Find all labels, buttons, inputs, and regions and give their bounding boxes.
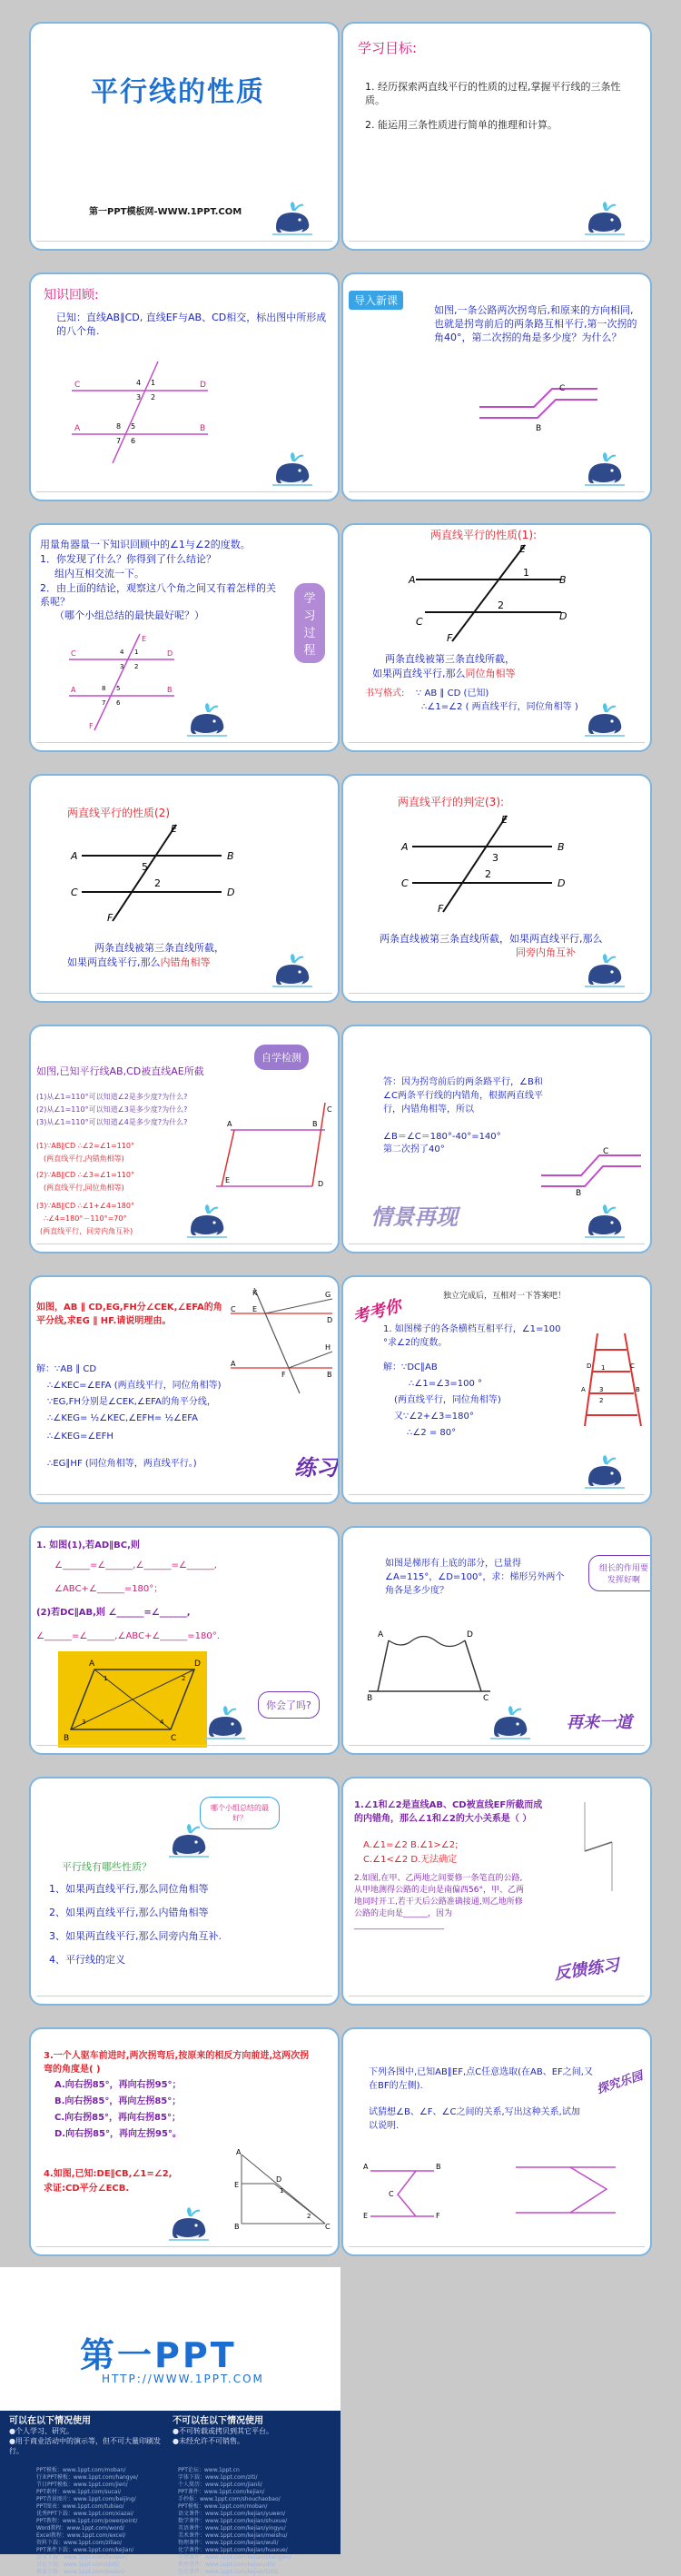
p3-label-b: B (558, 841, 565, 853)
explore-diagram (67, 632, 176, 732)
angle-3: 3 (136, 393, 142, 401)
scene-calc: ∠B＝∠C＝180°-40°=140° (383, 1132, 501, 1142)
property-3-text-2: 同旁内角互补 (516, 946, 576, 958)
slide-trapezoid[interactable] (341, 1526, 652, 1755)
exercise-q3: 3.一个人驱车前进时,两次拐弯后,按原来的相反方向前进,这两次拐弯的角度是( ) (44, 2051, 310, 2075)
slide-self-test[interactable] (29, 1025, 340, 1253)
footer-link[interactable]: PPT课件：www.1ppt.com/kejian/ (178, 2489, 265, 2495)
footer-link[interactable]: 资料下载：www.1ppt.com/ziliao/ (36, 2540, 123, 2546)
p2-label-f: F (107, 912, 114, 923)
usage-forbidden-title: 不可以在以下情况使用 (173, 2416, 263, 2426)
p3-angle-3: 3 (492, 852, 498, 864)
footer-link[interactable]: PPT素材：www.1ppt.com/sucai/ (36, 2489, 122, 2495)
whale-icon (585, 1203, 627, 1239)
ladder-angle-2: 2 (599, 1397, 604, 1404)
summary-bubble: 哪个小组总结的最好？ (200, 1797, 280, 1829)
angle-7: 7 (102, 699, 106, 707)
fill-b1: ∠______=∠______,∠______=∠______, (54, 1560, 217, 1570)
ex-angle-1: 1 (280, 2187, 284, 2195)
p1-label-e: E (519, 543, 526, 555)
pr-label-k: K (252, 1289, 258, 1297)
p3-label-a: A (401, 841, 409, 853)
quiz-line-5: ∴∠2 = 80° (407, 1428, 457, 1438)
property-2-text-1: 两条直线被第三条直线所截， (94, 942, 224, 954)
pg-angle-3: 3 (82, 1719, 86, 1726)
summary-header: 平行线有哪些性质？ (62, 1861, 152, 1873)
road-label-c: C (559, 384, 566, 393)
st-label-a: A (227, 1120, 232, 1128)
exercise-q4b: 求证:CD平分∠ECB. (44, 2184, 130, 2194)
p1-label-a: A (409, 574, 416, 586)
pr-label-c: C (231, 1305, 236, 1313)
p2-label-a: A (71, 850, 78, 862)
whale-icon (272, 200, 314, 236)
label-a: A (74, 424, 81, 433)
format-line-1: ∵ AB ∥ CD (已知) (416, 689, 489, 698)
whale-icon (585, 952, 627, 988)
self-test-diagram (212, 1099, 340, 1190)
practice-line-5: ∴∠KEG=∠EFH (47, 1432, 114, 1442)
exercise-option-a: A.向右拐85°，再向右拐95°； (54, 2080, 182, 2090)
pr-label-b: B (327, 1371, 332, 1379)
trapezoid-question: 如图是梯形有上底的部分，已量得∠A=115°，∠D=100°，求：梯形另外两个角各是多少度？ (385, 1559, 565, 1596)
practice-diagram (227, 1286, 336, 1395)
site-credit: 第一PPT模板网-WWW.1PPT.COM (89, 207, 242, 217)
brand-footer (0, 2267, 681, 2575)
quiz-line-4: 又∵∠2+∠3=180° (394, 1412, 474, 1422)
quiz-line-1: 解：∵DC∥AB (383, 1362, 438, 1372)
answer-2b: (两直线平行,同位角相等) (44, 1184, 124, 1192)
footer-link[interactable]: 化学课件：www.1ppt.com/kejian/huaxue/ (178, 2547, 288, 2553)
angle-1: 1 (151, 379, 156, 387)
scene-road-diagram (541, 1144, 641, 1195)
park-label-b: B (436, 2163, 441, 2171)
footer-link[interactable]: Word教程：www.1ppt.com/word/ (36, 2525, 124, 2531)
slide-quiz[interactable] (341, 1275, 652, 1504)
p3-label-c: C (401, 877, 409, 889)
parallelogram-panel (58, 1651, 207, 1748)
ladder-label-b: B (636, 1386, 640, 1393)
p3-label-e: E (501, 814, 508, 826)
whale-icon (585, 1453, 627, 1490)
property-1-header: 两直线平行的性质(1): (430, 529, 538, 541)
property-3-text-1: 两条直线被第三条直线所截，如果两直线平行,那么 (380, 933, 603, 945)
quiz-line-3: (两直线平行，同位角相等) (394, 1395, 501, 1405)
e-label: E (142, 635, 147, 643)
slide-scene[interactable] (341, 1025, 652, 1253)
property-3-diagram (398, 814, 570, 914)
slide-explore[interactable] (29, 523, 340, 752)
usage-allowed-2: ●用于商业活动中的演示等，但不可大量印刷发行。 (9, 2437, 161, 2455)
ladder-label-a: A (581, 1386, 586, 1393)
answer-3c: (两直线平行，同旁内角互补) (40, 1227, 133, 1235)
summary-item-1: 1、如果两直线平行,那么同位角相等 (49, 1883, 209, 1895)
label-b: B (200, 424, 206, 433)
slide-goals[interactable] (341, 22, 652, 251)
p3-label-f: F (438, 903, 444, 914)
label-d: D (200, 381, 206, 390)
pg-label-c: C (171, 1734, 177, 1743)
goals-header: 学习目标: (358, 40, 418, 56)
trapezoid-bubble: 组长的作用要发挥好啊 (588, 1555, 652, 1591)
road-label-b: B (536, 424, 542, 433)
quiz-line-2: ∴∠1=∠3=100 ° (409, 1379, 483, 1389)
footer-link[interactable]: 试卷下载：www.1ppt.com/shiti/ (36, 2561, 120, 2568)
p3-angle-2: 2 (485, 868, 491, 880)
angle-6: 6 (131, 437, 136, 445)
summary-item-2: 2、如果两直线平行,那么内错角相等 (49, 1907, 209, 1918)
footer-link[interactable]: 美术课件：www.1ppt.com/kejian/meishu/ (178, 2532, 288, 2539)
footer-link[interactable]: 行业PPT模板：www.1ppt.com/hangye/ (36, 2474, 138, 2481)
st-label-d: D (318, 1180, 324, 1188)
whale-icon (585, 200, 627, 236)
practice-line-6: ∴EG∥HF (同位角相等，两直线平行。) (47, 1459, 197, 1469)
scene-label-b: B (576, 1189, 582, 1195)
whale-icon (490, 1704, 532, 1740)
angle-4: 4 (136, 379, 142, 387)
self-test-q2: (2)从∠1=110°可以知道∠3是多少度?为什么? (36, 1105, 188, 1114)
pg-label-a: A (89, 1660, 95, 1669)
park-label-e: E (363, 2212, 369, 2220)
pr-label-e: E (252, 1305, 258, 1313)
b-label: B (167, 686, 173, 694)
slide-summary[interactable] (29, 1777, 340, 2006)
footer-link[interactable]: 地理课件：www.1ppt.com/kejian/dili/ (178, 2561, 276, 2568)
park-question: 下列各图中,已知AB∥EF,点C任意选取(在AB、EF之间,又在BF的左侧). (369, 2067, 593, 2091)
parallelogram-diagram (58, 1651, 207, 1748)
pr-label-a: A (231, 1360, 236, 1368)
explore-line-3: 组内互相交流一下。 (54, 568, 144, 580)
link-list-right (178, 2467, 332, 2576)
ex-label-a: A (236, 2148, 242, 2156)
p1-angle-1: 1 (523, 567, 529, 579)
ladder-angle-3: 3 (599, 1386, 604, 1393)
slide-fill-blank[interactable] (29, 1526, 340, 1755)
st-label-b: B (312, 1120, 318, 1128)
p1-label-f: F (447, 632, 453, 643)
d-label: D (167, 649, 173, 658)
ex-angle-2: 2 (307, 2213, 311, 2220)
feedback-deco: 反馈练习 (553, 1956, 621, 1984)
p2-angle-2: 2 (154, 877, 161, 889)
ex-label-d: D (276, 2175, 282, 2184)
footer-link[interactable]: 教案下载：www.1ppt.com/jiaoan/ (36, 2569, 124, 2575)
ladder-label-d: D (587, 1362, 592, 1370)
scene-result: 第二次拐了40° (383, 1144, 445, 1154)
pr-label-h: H (325, 1343, 331, 1352)
explore-line-4: 2．由上面的结论，观察这八个角之间又有着怎样的关系呢？ (40, 582, 276, 608)
practice-deco: 练习 (294, 1455, 338, 1481)
exercise-option-c: C.向右拐85°，再向右拐85°； (54, 2113, 181, 2123)
footer-link[interactable]: PPT模板：www.1ppt.com/moban/ (178, 2503, 268, 2510)
pg-angle-2: 2 (182, 1675, 186, 1682)
self-test-q1: (1)从∠1=110°可以知道∠2是多少度?为什么? (36, 1093, 188, 1101)
review-header: 知识回顾: (44, 288, 99, 302)
slide-property-2[interactable] (29, 774, 340, 1003)
feedback-options-1: A.∠1=∠2 B.∠1>∠2; (363, 1840, 459, 1850)
whale-icon (272, 451, 314, 487)
footer-link[interactable]: 节日PPT模板：www.1ppt.com/jieri/ (36, 2482, 128, 2488)
footer-link[interactable]: 个人简历：www.1ppt.com/jianli/ (178, 2482, 262, 2488)
property-2-text-2: 如果两直线平行,那么内错角相等 (67, 956, 211, 968)
explore-line-1: 用量角器量一下知识回顾中的∠1与∠2的度数。 (40, 539, 251, 550)
property-3-header: 两直线平行的判定(3): (398, 796, 505, 808)
explore-line-2: 1．你发现了什么？你得到了什么结论？ (40, 553, 216, 565)
trapezoid-diagram (365, 1619, 492, 1700)
ex-label-b: B (234, 2223, 240, 2229)
park-label-a: A (363, 2163, 369, 2171)
brand-url[interactable]: HTTP://WWW.1PPT.COM (102, 2373, 264, 2385)
p2-label-d: D (227, 887, 235, 898)
fill-bubble: 你会了吗? (258, 1691, 320, 1719)
self-test-bubble: 自学检测 (254, 1045, 309, 1070)
footer-link[interactable]: PPT课件下载：www.1ppt.com/kejian/ (36, 2547, 134, 2553)
whale-icon (169, 1822, 211, 1858)
footer-link[interactable]: PPT模板：www.1ppt.com/moban/ (36, 2467, 126, 2473)
summary-item-3: 3、如果两直线平行,那么同旁内角互补. (49, 1930, 222, 1942)
scene-label-c: C (603, 1147, 609, 1156)
practice-question: 如图，AB ∥ CD,EG,FH分∠CEK,∠EFA的角平分线,求EG ∥ HF.请说明理由。 (36, 1303, 222, 1326)
ladder-angle-1: 1 (601, 1364, 606, 1372)
ladder-label-c: C (630, 1362, 635, 1370)
property-2-diagram (67, 823, 240, 923)
practice-line-3: ∵EG,FH分别是∠CEK,∠EFA的角平分线， (47, 1397, 216, 1407)
whale-icon (169, 2205, 211, 2242)
property-1-diagram (407, 543, 570, 643)
practice-line-2: ∴∠KEC=∠EFA (两直线平行，同位角相等) (47, 1381, 222, 1391)
review-text: 已知：直线AB∥CD, 直线EF与AB、CD相交，标出图中所形成的八个角. (56, 312, 327, 337)
footer-link[interactable]: 优秀PPT下载：www.1ppt.com/xiazai/ (36, 2511, 133, 2517)
brand-panel (0, 2267, 340, 2575)
footer-link[interactable]: PPT论坛：www.1ppt.cn (178, 2467, 240, 2473)
park-question-2: 试猜想∠B、∠F、∠C之间的关系,写出这种关系,试加以说明. (369, 2107, 580, 2131)
pg-angle-4: 4 (160, 1719, 164, 1726)
usage-allowed-1: ●个人学习、研究。 (9, 2427, 74, 2435)
footer-link[interactable]: 物理课件：www.1ppt.com/kejian/wuli/ (178, 2540, 279, 2546)
st-label-c: C (327, 1105, 332, 1114)
footer-link[interactable]: 范文下载：www.1ppt.com/fanwen/ (36, 2554, 128, 2561)
brand-logo: 第一PPT (80, 2335, 237, 2375)
slide-property-3[interactable] (341, 774, 652, 1003)
p2-label-b: B (227, 850, 234, 862)
quiz-question: 1. 如图梯子的各条横档互相平行，∠1=100 °求∠2的度数。 (383, 1324, 561, 1348)
park-deco: 探究乐园 (595, 2069, 645, 2097)
fill-q1: 1. 如图(1),若AD∥BC,则 (36, 1541, 140, 1551)
property-2-header: 两直线平行的性质(2) (67, 807, 170, 819)
fill-b2: ∠ABC+∠______=180°； (54, 1584, 163, 1594)
st-label-e: E (225, 1176, 231, 1184)
footer-link[interactable]: 生物课件：www.1ppt.com/kejian/shengwu/ (178, 2554, 292, 2561)
tz-label-b: B (367, 1694, 373, 1700)
goal-1: 1. 经历探索两直线平行的性质的过程,掌握平行线的三条性质。 (365, 81, 621, 106)
summary-item-4: 4、平行线的定义 (49, 1954, 125, 1966)
feedback-options-2: C.∠1<∠2 D.无法确定 (363, 1855, 458, 1865)
answer-3: (3)∵AB∥CD ∴∠1+∠4=180° (36, 1202, 134, 1210)
pr-label-d: D (327, 1316, 333, 1324)
slide-feedback[interactable] (341, 1777, 652, 2006)
answer-1b: (两直线平行,内错角相等) (44, 1154, 124, 1163)
slide-review[interactable] (29, 272, 340, 501)
park-label-f: F (436, 2212, 440, 2220)
learning-bubble: 学习过程 (294, 583, 325, 663)
ex-label-c: C (325, 2223, 331, 2229)
angle-2: 2 (134, 663, 139, 670)
practice-line-1: 解：∵AB ∥ CD (36, 1364, 97, 1374)
whale-icon (585, 701, 627, 738)
angle-6: 6 (116, 699, 121, 707)
feedback-q2: 2.如图,在甲、乙两地之间要修一条笔直的公路,从甲地测得公路的走向是南偏西56°，甲、乙两地同时开工,若干天后公路准确接通,则乙地所修公路的走向是______，因为______________________ (354, 1874, 524, 1930)
footer-link[interactable]: 数学课件：www.1ppt.com/kejian/shuxue/ (178, 2518, 288, 2524)
lesson-title: 平行线的性质 (91, 76, 265, 108)
trapezoid-deco: 再来一道 (567, 1713, 632, 1732)
answer-2: (2)∵AB∥CD ∴∠3=∠1=110° (36, 1171, 134, 1179)
usage-band (0, 2411, 340, 2575)
park-diagram (361, 2153, 634, 2234)
footer-link[interactable]: PPT教程：www.1ppt.com/powerpoint/ (36, 2518, 138, 2524)
ladder-diagram (581, 1330, 645, 1430)
review-diagram (67, 358, 212, 467)
format-line-2: ∴∠1=∠2 ( 两直线平行，同位角相等 ) (421, 702, 578, 712)
f-label: F (89, 722, 94, 730)
footer-link[interactable]: 字体下载：www.1ppt.com/ziti/ (178, 2474, 258, 2481)
usage-forbidden (173, 2416, 327, 2446)
footer-link[interactable]: 历史课件：www.1ppt.com/kejian/lishi/ (178, 2569, 279, 2575)
angle-4: 4 (120, 649, 124, 656)
angle-5: 5 (116, 685, 121, 692)
tz-label-c: C (483, 1694, 489, 1700)
p2-angle-5: 5 (142, 861, 148, 873)
self-test-q3: (3)从∠1=110°可以知道∠4是多少度?为什么? (36, 1118, 188, 1126)
scene-answer: 答：因为拐弯前后的两条路平行，∠B和∠C两条平行线的内错角，根据两直线平行，内错角相等，所以 (383, 1077, 543, 1115)
footer-link[interactable]: Excel教程：www.1ppt.com/excel/ (36, 2532, 126, 2539)
whale-icon (187, 701, 229, 738)
angle-3: 3 (120, 663, 124, 670)
footer-link[interactable]: 语文课件：www.1ppt.com/kejian/yuwen/ (178, 2511, 286, 2517)
link-list-left (36, 2467, 191, 2576)
usage-allowed-title: 可以在以下情况使用 (9, 2416, 91, 2426)
property-1-text-2: 如果两直线平行,那么同位角相等 (372, 668, 516, 679)
pr-label-f: F (281, 1371, 286, 1379)
explore-line-5: （哪个小组总结的最快最好呢？） (54, 609, 204, 621)
tz-label-a: A (378, 1630, 384, 1640)
fill-b3: ∠______=∠______,∠ABC+∠______=180°. (36, 1631, 220, 1641)
intro-tag: 导入新课 (349, 291, 403, 310)
angle-8: 8 (102, 685, 106, 692)
slide-intro[interactable] (341, 272, 652, 501)
whale-icon (585, 451, 627, 487)
road-diagram (479, 380, 597, 434)
slide-title[interactable] (29, 22, 340, 251)
slide-property-1[interactable] (341, 523, 652, 752)
exercise-q4: 4.如图,已知:DE∥CB,∠1=∠2, (44, 2169, 173, 2179)
pg-angle-1: 1 (104, 1675, 108, 1682)
usage-forbidden-2: ●未经允许不可销售。 (173, 2437, 244, 2445)
footer-link[interactable]: 英语课件：www.1ppt.com/kejian/yingyu/ (178, 2525, 286, 2531)
pg-label-b: B (64, 1734, 70, 1743)
usage-allowed (9, 2416, 163, 2456)
a-label: A (71, 686, 76, 694)
footer-link[interactable]: 手抄报：www.1ppt.com/shouchaobao/ (178, 2496, 281, 2502)
exercise-diagram (234, 2147, 334, 2229)
p3-label-d: D (558, 877, 566, 889)
p1-label-b: B (559, 574, 567, 586)
answer-3b: ∴∠4=180°－110°=70° (44, 1214, 127, 1223)
quiz-intro: 独立完成后，互相对一下答案吧！ (443, 1292, 567, 1301)
goal-2: 2. 能运用三条性质进行简单的推理和计算。 (365, 119, 558, 131)
usage-forbidden-1: ●不可转载或拷贝到其它平台。 (173, 2427, 273, 2435)
label-c: C (74, 381, 81, 390)
property-1-text-1: 两条直线被第三条直线所截， (385, 653, 515, 665)
p1-label-c: C (416, 616, 423, 628)
slide-practice[interactable] (29, 1275, 340, 1504)
compass-diagram (558, 1797, 639, 1897)
park-label-c: C (389, 2190, 394, 2198)
angle-7: 7 (116, 437, 122, 445)
pg-label-d: D (194, 1660, 201, 1669)
practice-line-4: ∴∠KEG= ½∠KEC,∠EFH= ½∠EFA (47, 1413, 198, 1423)
p2-label-c: C (71, 887, 78, 898)
tz-label-d: D (467, 1630, 473, 1640)
self-test-header: 如图,已知平行线AB,CD被直线AE所截 (36, 1065, 204, 1077)
angle-8: 8 (116, 422, 122, 431)
angle-2: 2 (151, 393, 156, 401)
whale-icon (187, 1203, 229, 1239)
p1-angle-2: 2 (498, 599, 504, 611)
whale-icon (272, 952, 314, 988)
footer-link[interactable]: PPT图表：www.1ppt.com/tubiao/ (36, 2503, 124, 2510)
pr-label-g: G (325, 1291, 331, 1299)
angle-5: 5 (131, 422, 136, 431)
ex-label-e: E (234, 2181, 240, 2189)
scene-deco-title: 情景再现 (370, 1204, 458, 1230)
footer-link[interactable]: PPT背景图片：www.1ppt.com/beijing/ (36, 2496, 136, 2502)
p2-label-e: E (171, 823, 177, 835)
slide-exercise[interactable] (29, 2027, 340, 2256)
format-label: 书写格式: (365, 689, 405, 698)
feedback-q1: 1.∠1和∠2是直线AB、CD被直线EF所截而成的内错角，那么∠1和∠2的大小关系是（ ） (354, 1800, 543, 1824)
slide-explore-park[interactable] (341, 2027, 652, 2256)
p1-label-d: D (559, 610, 568, 622)
intro-text: 如图,一条公路两次拐弯后,和原来的方向相同,也就是拐弯前后的两条路互相平行,第一次拐的角40°，第二次拐的角是多少度？为什么？ (434, 304, 637, 343)
whale-icon (205, 1704, 247, 1740)
answer-1: (1)∵AB∥CD ∴∠2=∠1=110° (36, 1142, 134, 1150)
angle-1: 1 (134, 649, 139, 656)
exercise-option-b: B.向右拐85°，再向左拐85°； (54, 2096, 182, 2106)
exercise-option-d: D.向右拐85°，再向左拐95°。 (54, 2129, 182, 2139)
fill-q2: (2)若DC∥AB,则 ∠______=∠______, (36, 1608, 191, 1618)
quiz-deco: 考考你 (350, 1296, 404, 1328)
c-label: C (71, 649, 76, 658)
